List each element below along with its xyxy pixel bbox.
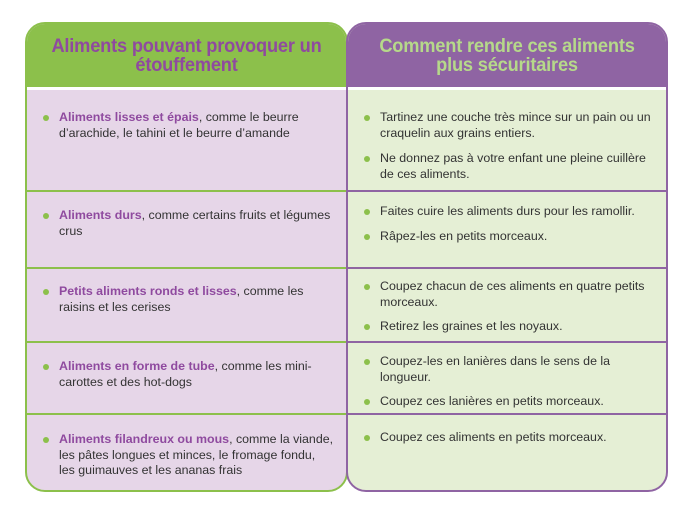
list-item: Ne donnez pas à votre enfant une pleine cuillère de ces aliments.: [364, 151, 654, 182]
bullet-icon: [364, 209, 370, 215]
bullet-icon: [43, 289, 49, 295]
list-item: Aliments en forme de tube, comme les mini-carottes et des hot-dogs: [43, 359, 334, 390]
left-column-title: Aliments pouvant provoquer un étouffement: [51, 35, 322, 76]
right-column-title: Comment rendre ces aliments plus sécuritaires: [379, 35, 635, 76]
left-row-3: [27, 267, 346, 341]
bullet-icon: [364, 399, 370, 405]
bullet-icon: [43, 213, 49, 219]
right-column-panel: [346, 22, 668, 492]
bullet-icon: [364, 324, 370, 330]
bullet-icon: [364, 284, 370, 290]
list-item: Tartinez une couche très mince sur un pain ou un craquelin aux grains entiers.: [364, 110, 654, 141]
list-item: Coupez chacun de ces aliments en quatre petits morceaux.: [364, 279, 654, 310]
bullet-icon: [364, 359, 370, 365]
bullet-icon: [43, 364, 49, 370]
left-row-2: [27, 190, 346, 267]
right-row-4: [348, 341, 666, 413]
list-item: Coupez ces aliments en petits morceaux.: [364, 430, 654, 446]
bullet-icon: [43, 437, 49, 443]
right-row-3: [348, 267, 666, 341]
left-row-4: [27, 341, 346, 413]
list-item: Coupez ces lanières en petits morceaux.: [364, 394, 654, 410]
list-item: Aliments filandreux ou mous, comme la viande, les pâtes longues et minces, le fromage fondu, les guimauves et les ananas frais: [43, 432, 334, 479]
list-item: Retirez les graines et les noyaux.: [364, 319, 654, 335]
left-row-5: [27, 413, 346, 490]
bullet-icon: [364, 435, 370, 441]
bullet-icon: [43, 115, 49, 121]
left-row-1: [27, 90, 346, 190]
left-column-panel: [25, 22, 348, 492]
list-item: Aliments lisses et épais, comme le beurre d’arachide, le tahini et le beurre d’amande: [43, 110, 334, 141]
right-column-header: [348, 24, 666, 90]
bullet-icon: [364, 156, 370, 162]
list-item: Aliments durs, comme certains fruits et légumes crus: [43, 208, 334, 239]
bullet-icon: [364, 234, 370, 240]
list-item: Petits aliments ronds et lisses, comme les raisins et les cerises: [43, 284, 334, 315]
right-row-1: [348, 90, 666, 190]
bullet-icon: [364, 115, 370, 121]
list-item: Coupez-les en lanières dans le sens de la longueur.: [364, 354, 654, 385]
right-row-2: [348, 190, 666, 267]
list-item: Faites cuire les aliments durs pour les ramollir.: [364, 204, 654, 220]
right-row-5: [348, 413, 666, 490]
left-column-header: [27, 24, 346, 90]
list-item: Râpez-les en petits morceaux.: [364, 229, 654, 245]
